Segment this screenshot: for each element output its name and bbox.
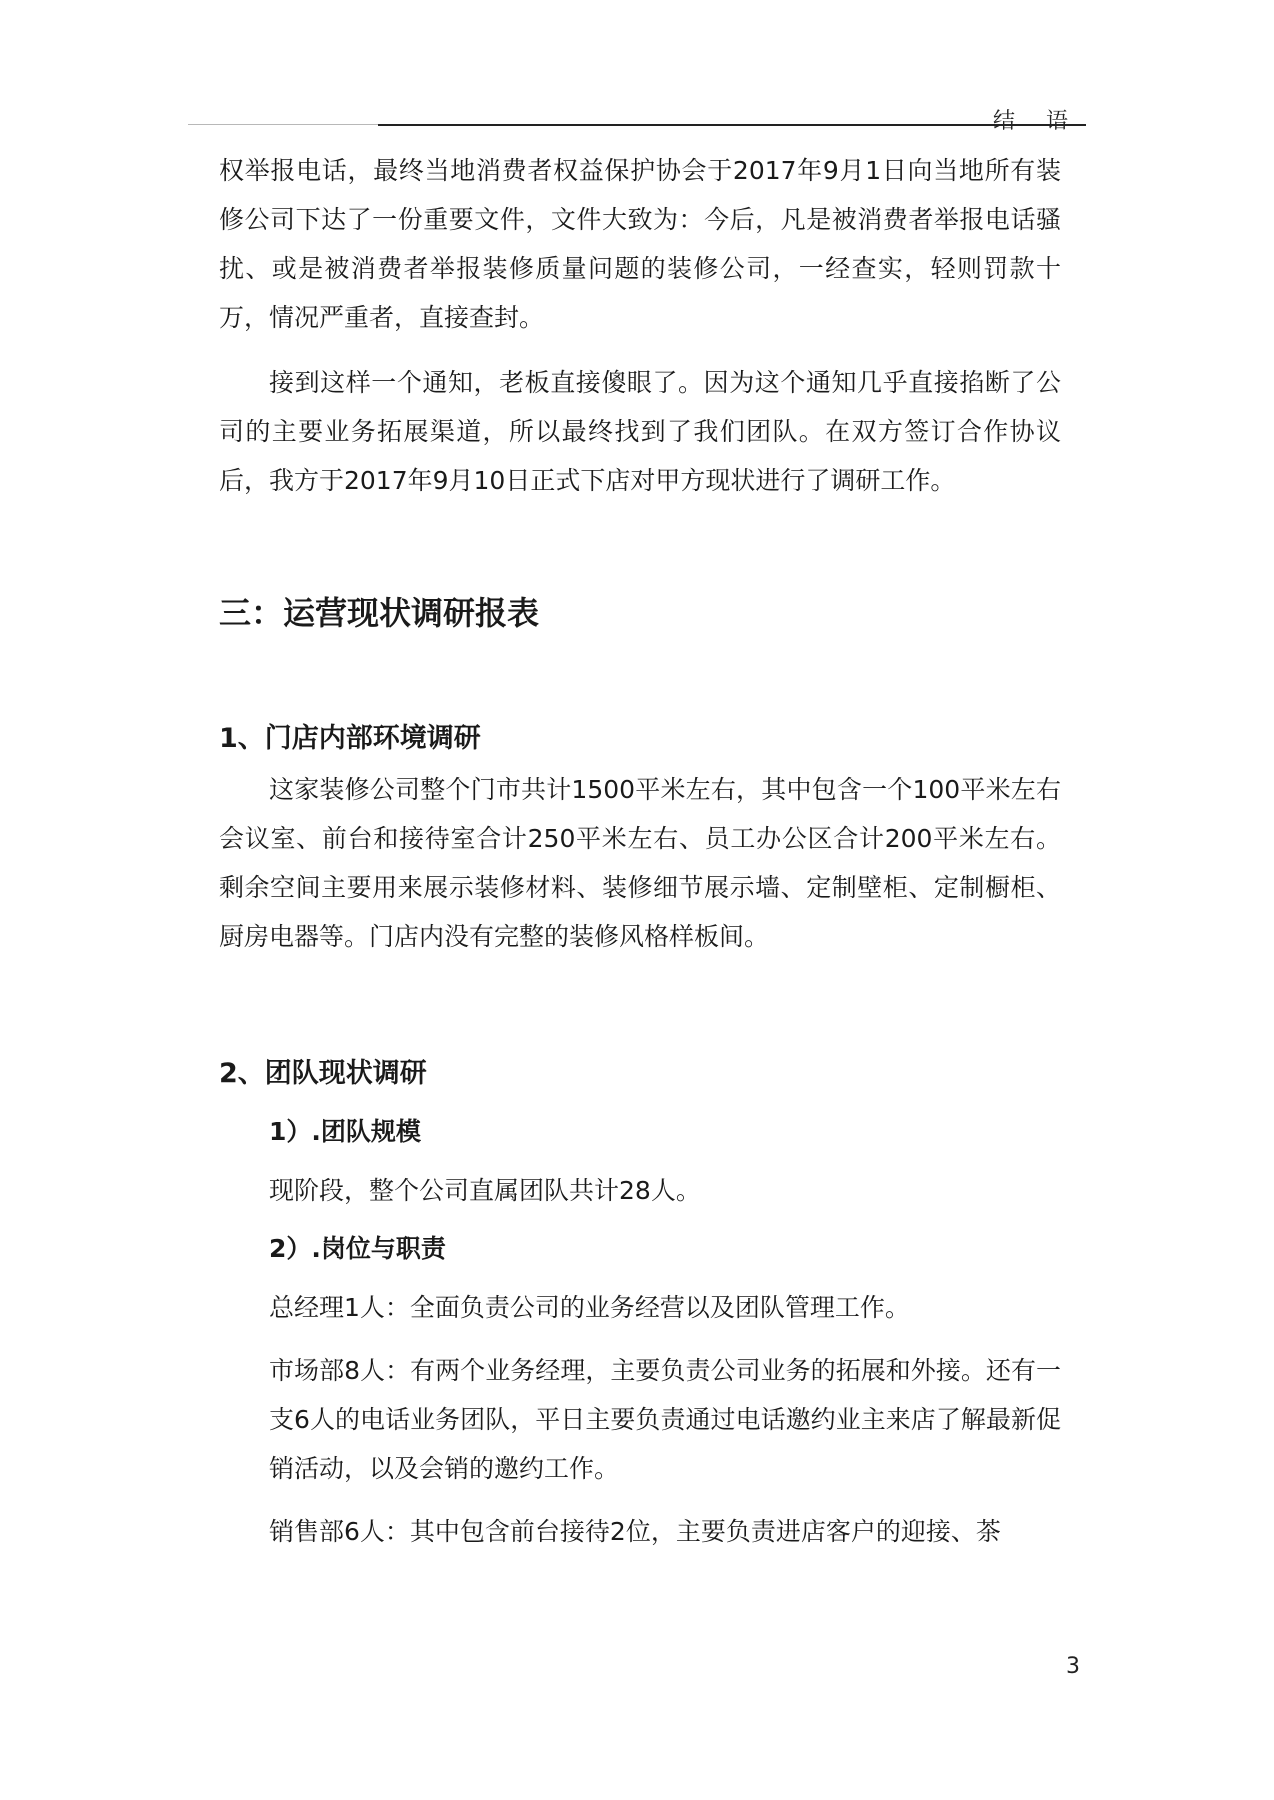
header-rule-right [378, 124, 1086, 126]
team-scale-heading: 1）.团队规模 [269, 1117, 421, 1146]
running-head: 结 语 [993, 109, 1080, 134]
store-paragraph: 这家装修公司整个门市共计1500平米左右，其中包含一个100平米左右会议室、前台和接待室合计250平米左右、员工办公区合计200平米左右。剩余空间主要用来展示装修材料、装修细节展示墙、定制壁柜、定制橱柜、厨房电器等。门店内没有完整的装修风格样板间。 [219, 775, 1061, 951]
header-rule-left [188, 124, 378, 125]
role-item: 市场部8人：有两个业务经理，主要负责公司业务的拓展和外接。还有一支6人的电话业务团队，平日主要负责通过电话邀约业主来店了解最新促销活动，以及会销的邀约工作。 [269, 1356, 1061, 1483]
team-roles-heading: 2）.岗位与职责 [269, 1234, 446, 1263]
section-title: 三：运营现状调研报表 [219, 594, 540, 632]
role-item: 总经理1人：全面负责公司的业务经营以及团队管理工作。 [269, 1293, 910, 1322]
team-scale-text: 现阶段，整个公司直属团队共计28人。 [269, 1176, 701, 1205]
page-content [219, 146, 1061, 1556]
role-item: 销售部6人：其中包含前台接待2位，主要负责进店客户的迎接、茶 [269, 1517, 1001, 1546]
store-heading: 1、门店内部环境调研 [219, 723, 481, 754]
team-heading: 2、团队现状调研 [219, 1058, 427, 1089]
intro-paragraph-1: 权举报电话，最终当地消费者权益保护协会于2017年9月1日向当地所有装修公司下达了一份重要文件，文件大致为：今后，凡是被消费者举报电话骚扰、或是被消费者举报装修质量问题的装修公司，一经查实，轻则罚款十万，情况严重者，直接查封。 [219, 156, 1061, 332]
page-number: 3 [1066, 1654, 1080, 1679]
intro-paragraph-2: 接到这样一个通知，老板直接傻眼了。因为这个通知几乎直接掐断了公司的主要业务拓展渠道，所以最终找到了我们团队。在双方签订合作协议后，我方于2017年9月10日正式下店对甲方现状进行了调研工作。 [219, 368, 1061, 495]
